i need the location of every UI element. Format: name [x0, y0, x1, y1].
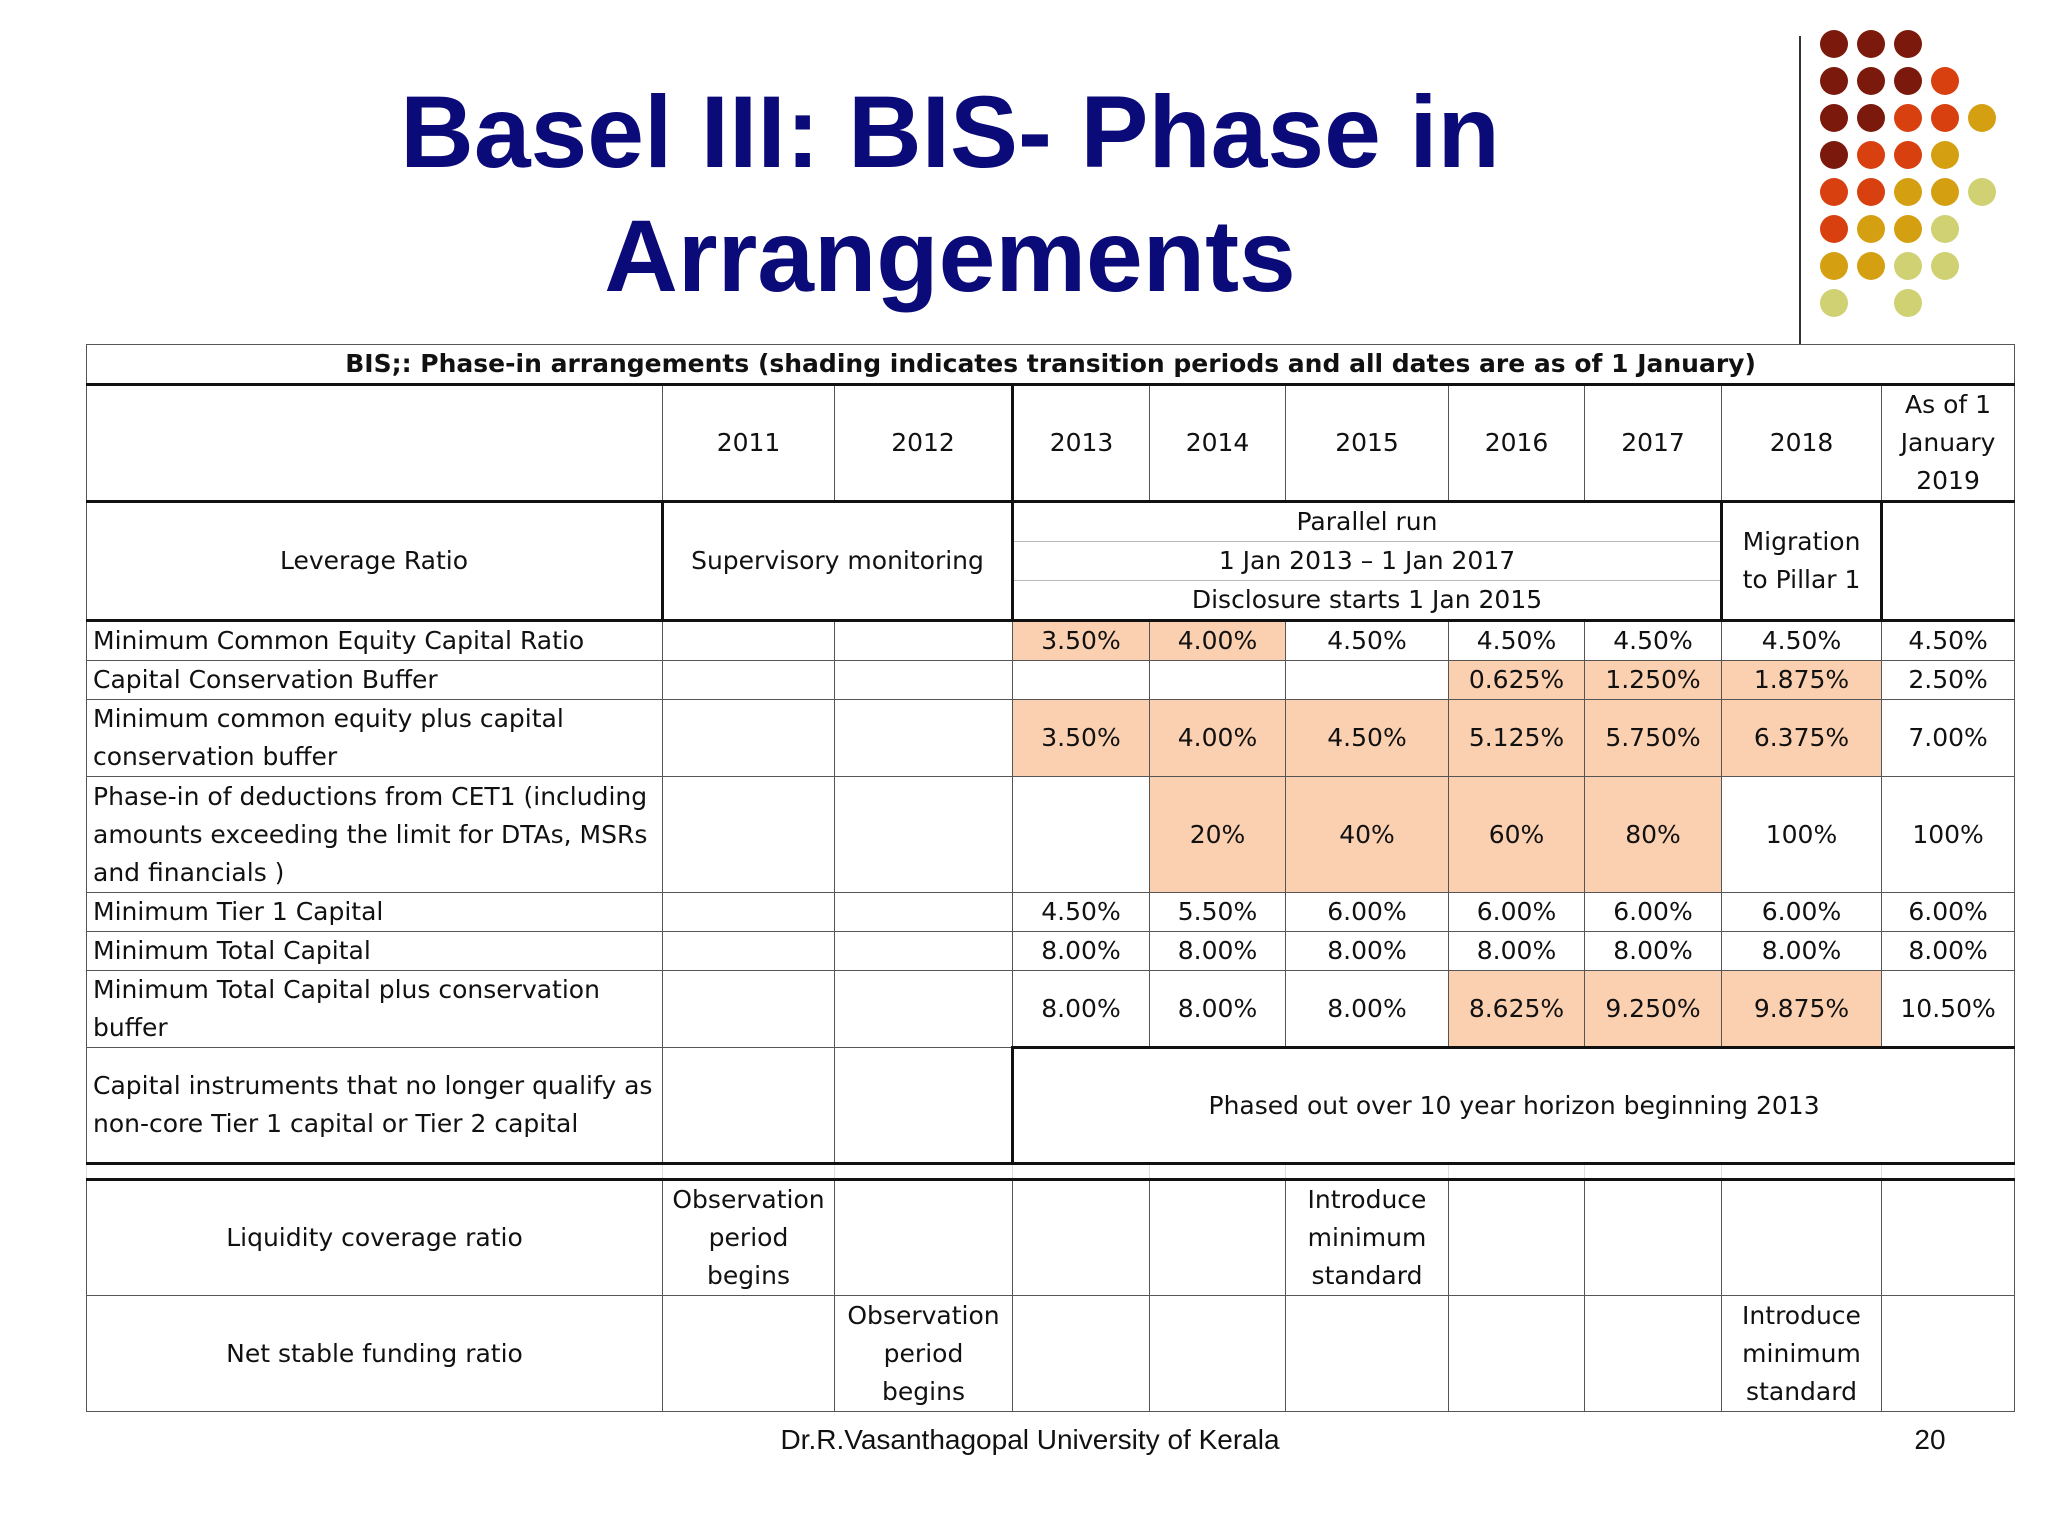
gap-cell	[87, 1164, 663, 1180]
leverage-2019-cell	[1882, 502, 2015, 621]
liquidity-row	[87, 1180, 2015, 1296]
table-cell	[663, 893, 835, 932]
title-divider	[1799, 36, 1801, 344]
table-cell	[1722, 1180, 1882, 1296]
table-cell: 4.50%	[1286, 621, 1449, 661]
table-cell: 60%	[1449, 777, 1585, 893]
table-cell: 1.250%	[1585, 661, 1722, 700]
decorative-dot	[1931, 67, 1959, 95]
decorative-dot	[1894, 30, 1922, 58]
table-cell	[835, 932, 1013, 971]
table-cell: 8.625%	[1449, 971, 1585, 1048]
table-cell: 4.50%	[1882, 621, 2015, 661]
decorative-dot	[1931, 141, 1959, 169]
migration-cell: Migration to Pillar 1	[1722, 502, 1882, 621]
table-cell: 2.50%	[1882, 661, 2015, 700]
table-row	[87, 700, 2015, 777]
year-header-row	[87, 385, 2015, 502]
table-cell	[1882, 1180, 2015, 1296]
liquidity-row	[87, 1296, 2015, 1412]
table-cell	[1286, 1296, 1449, 1412]
footer-author: Dr.R.Vasanthagopal University of Kerala	[780, 1424, 1280, 1455]
phased-out-cell: Phased out over 10 year horizon beginning 2013	[1013, 1048, 2015, 1164]
decorative-dot	[1857, 178, 1885, 206]
table-cell	[663, 1296, 835, 1412]
table-cell: 8.00%	[1286, 932, 1449, 971]
table-cell: 8.00%	[1150, 932, 1286, 971]
decorative-dot	[1820, 104, 1848, 132]
decorative-dot	[1857, 215, 1885, 243]
table-cell	[663, 777, 835, 893]
table-row	[87, 932, 2015, 971]
row-label: Minimum Total Capital plus conservation buffer	[87, 971, 663, 1048]
table-cell	[835, 1180, 1013, 1296]
table-cell	[1585, 1296, 1722, 1412]
gap-cell	[1286, 1164, 1449, 1180]
gap-cell	[1722, 1164, 1882, 1180]
capital-instruments-row	[87, 1048, 2015, 1164]
table-cell: 3.50%	[1013, 700, 1150, 777]
table-row	[87, 971, 2015, 1048]
table-cell	[663, 932, 835, 971]
year-header: 2016	[1449, 385, 1585, 502]
table-cell	[835, 621, 1013, 661]
table-cell: Observation period begins	[835, 1296, 1013, 1412]
table-cell	[1013, 661, 1150, 700]
table-cell	[835, 777, 1013, 893]
table-cell	[1882, 1296, 2015, 1412]
table-cell: 8.00%	[1722, 932, 1882, 971]
parallel-run-line-3: Disclosure starts 1 Jan 2015	[1191, 585, 1543, 614]
table-cell: 4.00%	[1150, 621, 1286, 661]
table-cell: 40%	[1286, 777, 1449, 893]
decorative-dot	[1894, 289, 1922, 317]
table-cell	[1013, 1296, 1150, 1412]
year-header: 2011	[663, 385, 835, 502]
table-cell	[1150, 1180, 1286, 1296]
decorative-dot	[1894, 104, 1922, 132]
table-cell: 4.50%	[1013, 893, 1150, 932]
decorative-dot	[1820, 289, 1848, 317]
parallel-run-line-1: Parallel run	[1014, 503, 1720, 542]
decorative-dot	[1894, 178, 1922, 206]
page-number: 20	[1914, 1424, 1946, 1455]
table-cell	[663, 621, 835, 661]
table-cell: 8.00%	[1882, 932, 2015, 971]
table-cell	[663, 700, 835, 777]
table-cell: 8.00%	[1286, 971, 1449, 1048]
table-cell: 4.50%	[1286, 700, 1449, 777]
table-cell: 1.875%	[1722, 661, 1882, 700]
row-label: Minimum Total Capital	[87, 932, 663, 971]
table-cell: 10.50%	[1882, 971, 2015, 1048]
decorative-dot-grid	[1820, 30, 2040, 330]
decorative-dot	[1931, 178, 1959, 206]
table-cell	[835, 971, 1013, 1048]
table-cell: 9.250%	[1585, 971, 1722, 1048]
parallel-run-line-2: 1 Jan 2013 – 1 Jan 2017	[1014, 542, 1720, 581]
table-cell	[1585, 1180, 1722, 1296]
table-cell: 4.50%	[1585, 621, 1722, 661]
decorative-dot	[1894, 67, 1922, 95]
table-cell: Observation period begins	[663, 1180, 835, 1296]
gap-cell	[1585, 1164, 1722, 1180]
table-cell: 100%	[1882, 777, 2015, 893]
table-cell: 20%	[1150, 777, 1286, 893]
table-cell	[1013, 1180, 1150, 1296]
slide-title-line-1: Basel III: BIS- Phase in	[400, 75, 1500, 189]
leverage-label: Leverage Ratio	[87, 502, 663, 621]
table-cell: 6.00%	[1882, 893, 2015, 932]
phase-in-table	[86, 344, 2015, 1412]
section-gap-row	[87, 1164, 2015, 1180]
row-label: Capital instruments that no longer qualify as non-core Tier 1 capital or Tier 2 capital	[87, 1048, 663, 1164]
row-label: Liquidity coverage ratio	[87, 1180, 663, 1296]
decorative-dot	[1968, 178, 1996, 206]
decorative-dot	[1894, 252, 1922, 280]
supervisory-monitoring-cell: Supervisory monitoring	[663, 502, 1013, 621]
table-cell: Introduce minimum standard	[1722, 1296, 1882, 1412]
year-header: 2015	[1286, 385, 1449, 502]
table-cell: 8.00%	[1585, 932, 1722, 971]
table-cell: 8.00%	[1013, 971, 1150, 1048]
row-label: Minimum Tier 1 Capital	[87, 893, 663, 932]
slide-title-line-2: Arrangements	[604, 199, 1296, 313]
row-label: Minimum Common Equity Capital Ratio	[87, 621, 663, 661]
decorative-dot	[1894, 141, 1922, 169]
row-label: Capital Conservation Buffer	[87, 661, 663, 700]
table-caption: BIS;: Phase-in arrangements (shading indicates transition periods and all dates are as of 1 January)	[87, 345, 2015, 385]
year-header: 2013	[1013, 385, 1150, 502]
decorative-dot	[1857, 67, 1885, 95]
table-row	[87, 893, 2015, 932]
table-cell: 80%	[1585, 777, 1722, 893]
decorative-dot	[1857, 104, 1885, 132]
gap-cell	[1449, 1164, 1585, 1180]
decorative-dot	[1820, 215, 1848, 243]
table-cell: 4.50%	[1722, 621, 1882, 661]
table-row	[87, 661, 2015, 700]
row-label: Net stable funding ratio	[87, 1296, 663, 1412]
table-cell	[1449, 1296, 1585, 1412]
decorative-dot	[1820, 252, 1848, 280]
decorative-dot	[1857, 141, 1885, 169]
year-header: 2012	[835, 385, 1013, 502]
gap-cell	[1013, 1164, 1150, 1180]
gap-cell	[663, 1164, 835, 1180]
table-cell	[835, 700, 1013, 777]
decorative-dot	[1894, 215, 1922, 243]
table-cell	[663, 661, 835, 700]
table-cell: 6.00%	[1286, 893, 1449, 932]
table-cell: 6.00%	[1449, 893, 1585, 932]
leverage-row	[87, 502, 2015, 621]
table-cell: 5.50%	[1150, 893, 1286, 932]
table-cell: 5.125%	[1449, 700, 1585, 777]
year-header: As of 1 January 2019	[1882, 385, 2015, 502]
table-cell: Introduce minimum standard	[1286, 1180, 1449, 1296]
gap-cell	[1150, 1164, 1286, 1180]
decorative-dot	[1820, 30, 1848, 58]
decorative-dot	[1820, 178, 1848, 206]
table-cell	[1013, 777, 1150, 893]
header-corner	[87, 385, 663, 502]
table-cell: 0.625%	[1449, 661, 1585, 700]
decorative-dot	[1857, 30, 1885, 58]
table-cell: 8.00%	[1449, 932, 1585, 971]
table-cell	[663, 971, 835, 1048]
table-row	[87, 777, 2015, 893]
table-cell	[1150, 661, 1286, 700]
year-header: 2014	[1150, 385, 1286, 502]
table-cell	[663, 1048, 835, 1164]
decorative-dot	[1820, 67, 1848, 95]
parallel-run-cell	[1013, 502, 1722, 621]
decorative-dot	[1857, 252, 1885, 280]
table-cell	[1449, 1180, 1585, 1296]
decorative-dot	[1931, 215, 1959, 243]
table-cell	[1150, 1296, 1286, 1412]
table-cell: 6.00%	[1722, 893, 1882, 932]
table-cell: 8.00%	[1013, 932, 1150, 971]
row-label: Minimum common equity plus capital conservation buffer	[87, 700, 663, 777]
decorative-dot	[1820, 141, 1848, 169]
table-cell: 100%	[1722, 777, 1882, 893]
year-header: 2018	[1722, 385, 1882, 502]
gap-cell	[835, 1164, 1013, 1180]
table-cell	[835, 1048, 1013, 1164]
decorative-dot	[1968, 104, 1996, 132]
decorative-dot	[1931, 252, 1959, 280]
slide-title	[300, 70, 1600, 318]
table-cell: 4.50%	[1449, 621, 1585, 661]
table-cell: 3.50%	[1013, 621, 1150, 661]
row-label: Phase-in of deductions from CET1 (including amounts exceeding the limit for DTAs, MSRs and financials )	[87, 777, 663, 893]
table-cell	[1286, 661, 1449, 700]
decorative-dot	[1931, 104, 1959, 132]
table-cell: 6.00%	[1585, 893, 1722, 932]
table-cell	[835, 661, 1013, 700]
table-cell: 4.00%	[1150, 700, 1286, 777]
table-cell	[835, 893, 1013, 932]
year-header: 2017	[1585, 385, 1722, 502]
table-cell: 6.375%	[1722, 700, 1882, 777]
table-cell: 8.00%	[1150, 971, 1286, 1048]
table-row	[87, 621, 2015, 661]
gap-cell	[1882, 1164, 2015, 1180]
table-cell: 7.00%	[1882, 700, 2015, 777]
table-cell: 5.750%	[1585, 700, 1722, 777]
table-cell: 9.875%	[1722, 971, 1882, 1048]
